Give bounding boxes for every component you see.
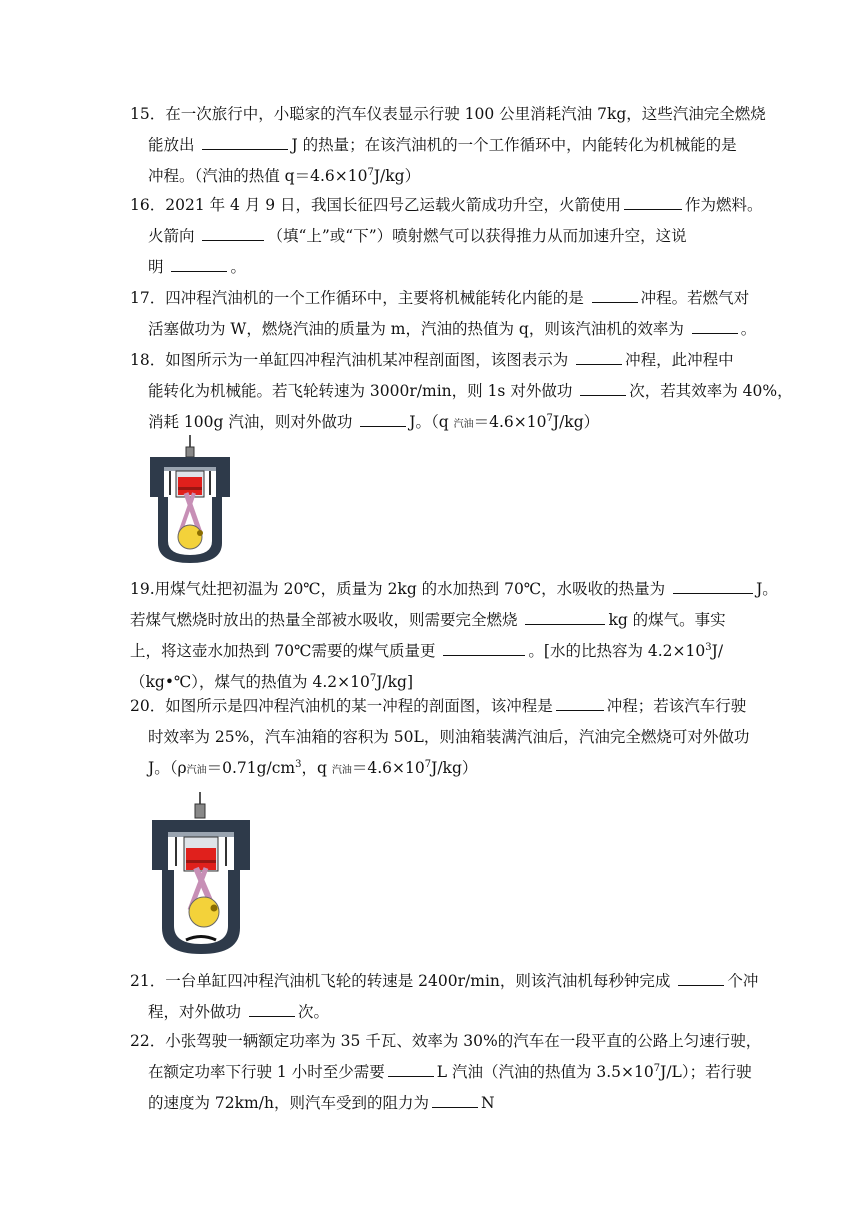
question-number: 16．: [130, 196, 166, 214]
answer-blank[interactable]: [388, 1058, 434, 1077]
answer-blank[interactable]: [673, 575, 753, 594]
question-19: 19.用煤气灶把初温为 20℃，质量为 2kg 的水加热到 70℃，水吸收的热量为 J。 若煤气燃烧时放出的热量全部被水吸收，则需要完全燃烧 kg 的煤气。事实 上，将这壶水加热到 70℃需要的煤气质量更 。[水的比热容为 $4.2\times 10^3J/$ （kg•℃），煤气的热值为 $4.2\times 10^7J/kg$]: [130, 574, 740, 698]
answer-blank[interactable]: [678, 967, 724, 986]
answer-blank[interactable]: [171, 253, 227, 272]
engine-cross-section-figure-2: [150, 790, 252, 956]
question-20: 20．如图所示是四冲程汽油机的某一冲程的剖面图，该冲程是 冲程；若该汽车行驶 时效率为 25%，汽车油箱的容积为 50L，则油箱装满汽油后，汽油完全燃烧可对外做功 J。（ρ汽油$=0.71g/cm^3$，q 汽油$=4.6\times 10^7J/kg$）: [130, 691, 740, 784]
question-15: 15．在一次旅行中，小聪家的汽车仪表显示行驶 100 公里消耗汽油 7kg，这些汽油完全燃烧 能放出 J 的热量；在该汽油机的一个工作循环中，内能转化为机械能的是 冲程。（汽油的热值 $q=4.6\times 10^7J/kg$）: [130, 99, 740, 192]
answer-blank[interactable]: [432, 1089, 478, 1108]
question-21: 21．一台单缸四冲程汽油机飞轮的转速是 2400r/min，则该汽油机每秒钟完成 个冲 程，对外做功 次。: [130, 966, 740, 1028]
question-number: 17．: [130, 289, 166, 307]
question-22: 22．小张驾驶一辆额定功率为 35 千瓦、效率为 30%的汽车在一段平直的公路上匀速行驶， 在额定功率下行驶 1 小时至少需要 L 汽油（汽油的热值为 $3.5\times 10^7J/L$）；若行驶 的速度为 72km/h，则汽车受到的阻力为 N: [130, 1026, 740, 1119]
answer-blank[interactable]: [202, 131, 288, 150]
answer-blank[interactable]: [692, 315, 738, 334]
question-number: 19.: [130, 580, 155, 598]
answer-blank[interactable]: [624, 191, 682, 210]
answer-blank[interactable]: [580, 377, 626, 396]
answer-blank[interactable]: [202, 222, 264, 241]
question-16: 16．2021 年 4 月 9 日，我国长征四号乙运载火箭成功升空，火箭使用 作为燃料。 火箭向 （填“上”或“下”）喷射燃气可以获得推力从而加速升空，这说 明 。: [130, 190, 740, 283]
answer-blank[interactable]: [249, 998, 295, 1017]
answer-blank[interactable]: [576, 346, 622, 365]
question-number: 21．: [130, 972, 166, 990]
answer-blank[interactable]: [360, 408, 406, 427]
question-number: 20．: [130, 697, 166, 715]
engine-cross-section-figure-1: [148, 433, 232, 565]
question-number: 22．: [130, 1032, 166, 1050]
question-18: 18．如图所示为一单缸四冲程汽油机某冲程剖面图，该图表示为 冲程，此冲程中 能转化为机械能。若飞轮转速为 3000r/min，则 1s 对外做功 次，若其效率为 40%， 消耗 100g 汽油，则对外做功 J。（q 汽油$=4.6\times 10^7J/kg$）: [130, 345, 740, 438]
answer-blank[interactable]: [443, 637, 525, 656]
answer-blank[interactable]: [592, 284, 638, 303]
answer-blank[interactable]: [525, 606, 605, 625]
question-number: 15．: [130, 105, 166, 123]
question-17: 17．四冲程汽油机的一个工作循环中，主要将机械能转化内能的是 冲程。若燃气对 活塞做功为 W，燃烧汽油的质量为 m，汽油的热值为 q，则该汽油机的效率为 。: [130, 283, 740, 345]
question-number: 18．: [130, 351, 166, 369]
answer-blank[interactable]: [556, 692, 604, 711]
